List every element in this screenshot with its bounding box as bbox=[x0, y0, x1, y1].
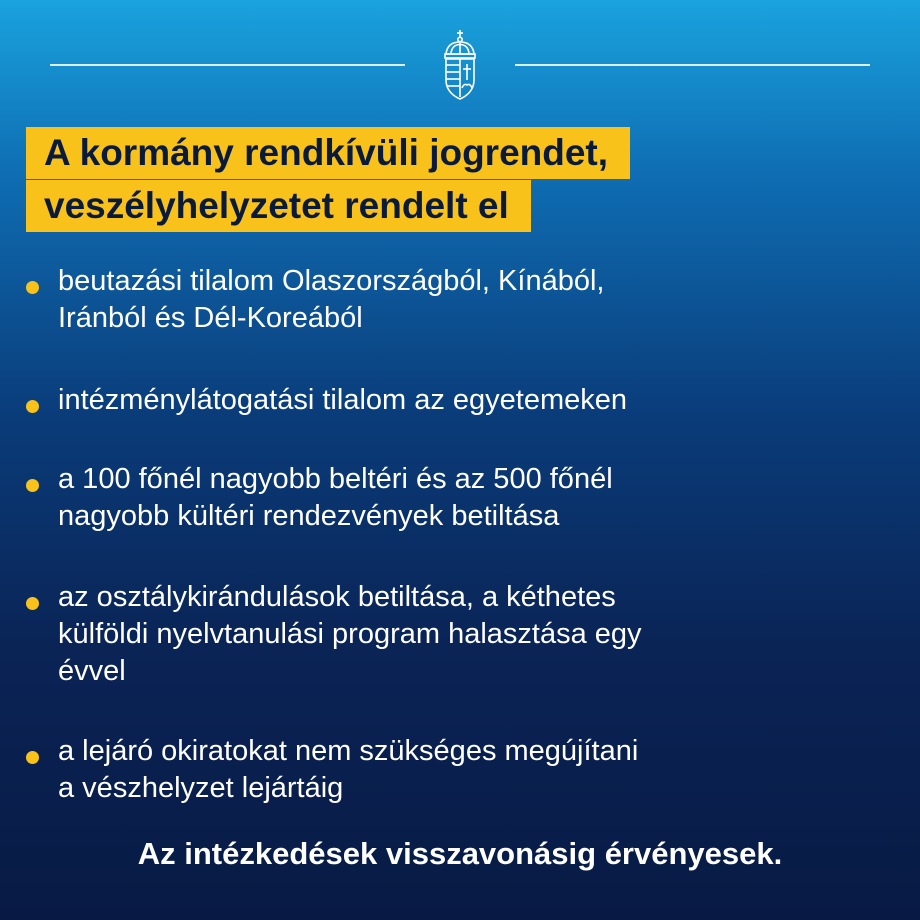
list-item bbox=[26, 733, 886, 807]
footer-statement: Az intézkedések visszavonásig érvényesek. bbox=[137, 836, 783, 871]
list-item-line: külföldi nyelvtanulási program halasztása egy bbox=[58, 618, 642, 650]
list-item-line: intézménylátogatási tilalom az egyetemeken bbox=[58, 384, 628, 416]
bullet-dot-icon bbox=[26, 597, 39, 610]
list-item-line: évvel bbox=[58, 655, 126, 687]
bullet-dot-icon bbox=[26, 751, 39, 764]
list-item-line: Iránból és Dél-Koreából bbox=[58, 302, 363, 334]
headline-line: veszélyhelyzetet rendelt el bbox=[26, 180, 531, 232]
headline bbox=[26, 127, 630, 233]
list-item bbox=[26, 263, 886, 337]
list-item-line: beutazási tilalom Olaszországból, Kínából, bbox=[58, 265, 605, 297]
bullet-dot-icon bbox=[26, 281, 39, 294]
list-item bbox=[26, 461, 886, 535]
list-item-line: az osztálykirándulások betiltása, a kéthetes bbox=[58, 581, 616, 613]
list-item-line: nagyobb kültéri rendezvények betiltása bbox=[58, 500, 560, 532]
top-divider-right bbox=[515, 64, 870, 66]
list-item bbox=[26, 382, 886, 419]
bullet-dot-icon bbox=[26, 400, 39, 413]
headline-line: A kormány rendkívüli jogrendet, bbox=[26, 127, 630, 179]
list-item-line: a lejáró okiratokat nem szükséges megújítani bbox=[58, 735, 639, 767]
hungarian-coat-of-arms-icon bbox=[440, 28, 480, 102]
bullet-dot-icon bbox=[26, 479, 39, 492]
top-divider-left bbox=[50, 64, 405, 66]
measures-list bbox=[26, 263, 886, 807]
list-item-line: a 100 főnél nagyobb beltéri és az 500 főnél bbox=[58, 463, 613, 495]
list-item-line: a vészhelyzet lejártáig bbox=[58, 772, 344, 804]
list-item bbox=[26, 579, 886, 690]
